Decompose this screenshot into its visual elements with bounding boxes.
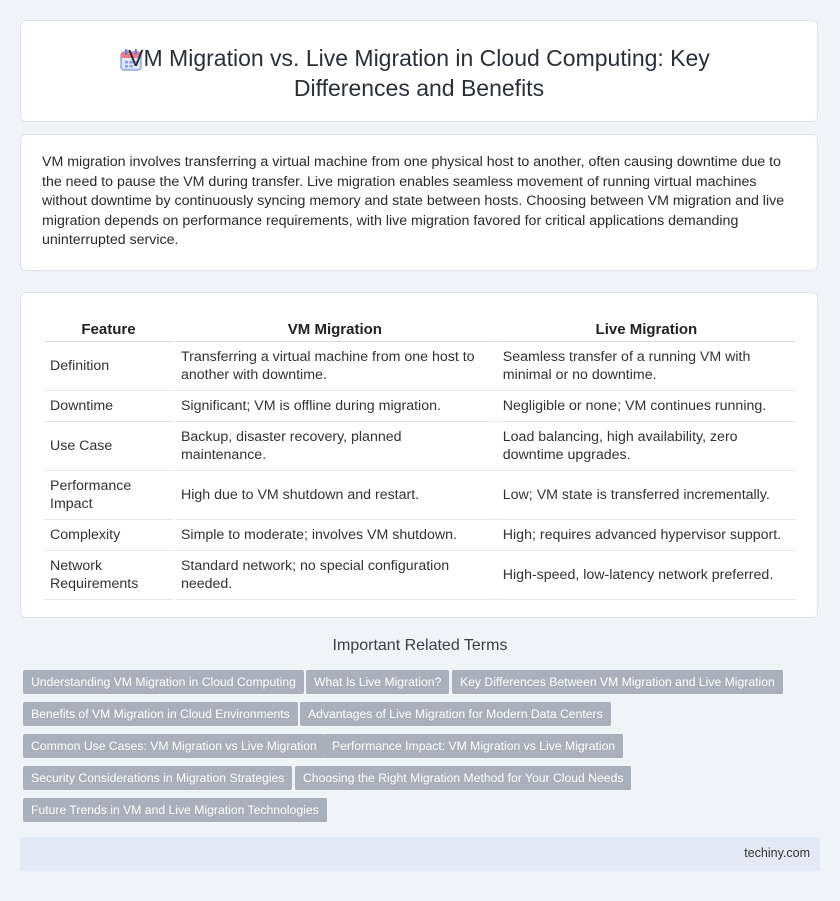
intro-card <box>20 134 818 271</box>
cell-vm-migration: High due to VM shutdown and restart. <box>175 471 495 520</box>
cell-live-migration: Load balancing, high availability, zero downtime upgrades. <box>497 422 796 471</box>
table-row <box>44 551 796 600</box>
related-term-tag[interactable]: Benefits of VM Migration in Cloud Environments <box>23 702 298 726</box>
footer-site-link[interactable]: techiny.com <box>744 846 810 860</box>
related-term-tag[interactable]: Choosing the Right Migration Method for Your Cloud Needs <box>295 766 631 790</box>
related-term-tag[interactable]: Performance Impact: VM Migration vs Live Migration <box>324 734 623 758</box>
related-term-tag[interactable]: Key Differences Between VM Migration and Live Migration <box>452 670 783 694</box>
cell-vm-migration: Simple to moderate; involves VM shutdown. <box>175 520 495 551</box>
table-row <box>44 391 796 422</box>
header-feature: Feature <box>44 313 173 342</box>
related-term-tag[interactable]: What Is Live Migration? <box>306 670 449 694</box>
related-term-tag[interactable]: Future Trends in VM and Live Migration Technologies <box>23 798 327 822</box>
header-live-migration: Live Migration <box>497 313 796 342</box>
table-header-row <box>44 313 796 342</box>
related-term-tag[interactable]: Advantages of Live Migration for Modern Data Centers <box>300 702 611 726</box>
table-row <box>44 471 796 520</box>
table-row <box>44 520 796 551</box>
cell-feature: Downtime <box>44 391 173 422</box>
cell-live-migration: Seamless transfer of a running VM with minimal or no downtime. <box>497 342 796 391</box>
comparison-card <box>20 292 818 618</box>
header-vm-migration: VM Migration <box>175 313 495 342</box>
cell-live-migration: High-speed, low-latency network preferred. <box>497 551 796 600</box>
page-title: VM Migration vs. Live Migration in Cloud Computing: Key Differences and Benefits <box>128 45 710 101</box>
cell-feature: Definition <box>44 342 173 391</box>
footer <box>20 837 820 871</box>
cell-live-migration: Low; VM state is transferred incrementally. <box>497 471 796 520</box>
related-term-tag[interactable]: Security Considerations in Migration Strategies <box>23 766 292 790</box>
cell-live-migration: Negligible or none; VM continues running. <box>497 391 796 422</box>
cell-feature: Use Case <box>44 422 173 471</box>
cell-vm-migration: Backup, disaster recovery, planned maintenance. <box>175 422 495 471</box>
related-term-tag[interactable]: Understanding VM Migration in Cloud Computing <box>23 670 304 694</box>
related-term-tag[interactable]: Common Use Cases: VM Migration vs Live Migration <box>23 734 325 758</box>
intro-paragraph: VM migration involves transferring a virtual machine from one physical host to another, often causing downtime due to the need to pause the VM during transfer. Live migration enables seamless movement of running virtual machines without downtime by continuously syncing memory and state between hosts. Choosing between VM migration and live migration depends on performance requirements, with live migration favored for critical applications demanding uninterrupted service. <box>42 154 785 249</box>
cell-vm-migration: Significant; VM is offline during migration. <box>175 391 495 422</box>
cell-vm-migration: Standard network; no special configuration needed. <box>175 551 495 600</box>
comparison-table <box>42 313 798 600</box>
cell-feature: Network Requirements <box>44 551 173 600</box>
cell-live-migration: High; requires advanced hypervisor support. <box>497 520 796 551</box>
cell-vm-migration: Transferring a virtual machine from one host to another with downtime. <box>175 342 495 391</box>
cell-feature: Performance Impact <box>44 471 173 520</box>
title-card <box>20 20 818 122</box>
cell-feature: Complexity <box>44 520 173 551</box>
table-row <box>44 342 796 391</box>
related-terms-heading: Important Related Terms <box>332 637 508 654</box>
table-row <box>44 422 796 471</box>
